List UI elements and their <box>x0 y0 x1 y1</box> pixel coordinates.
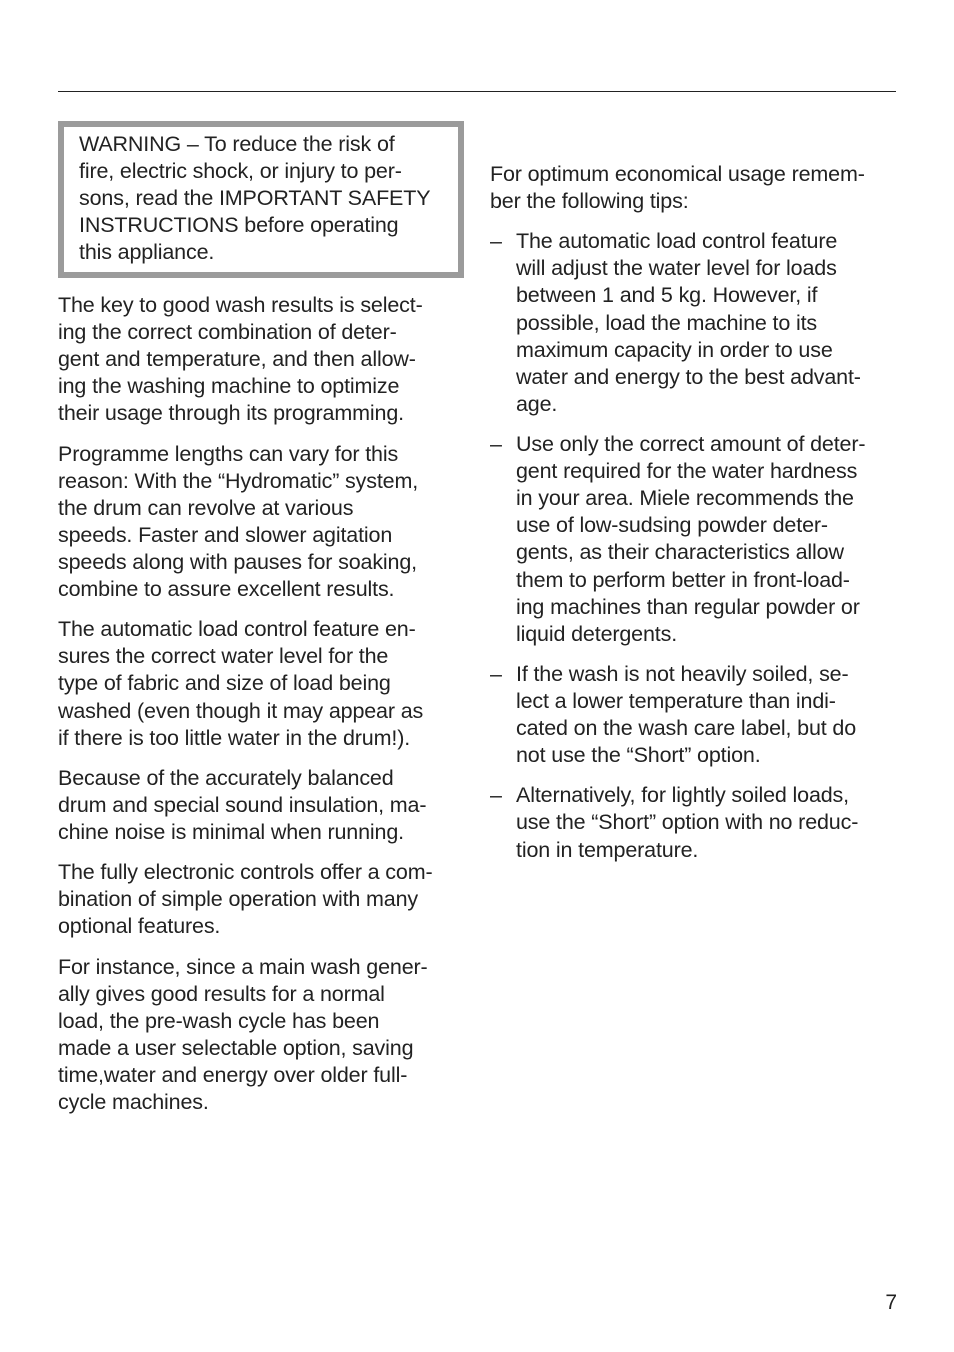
text-line: sures the correct water level for the <box>58 644 389 669</box>
text-line: reason: With the “Hydromatic” system, <box>58 468 419 493</box>
text-line: age. <box>516 391 558 416</box>
text-line: use the “Short” option with no reduc- <box>516 810 859 835</box>
safety-warning-box <box>58 121 464 278</box>
text-line: optional features. <box>58 914 221 939</box>
tips-intro <box>490 161 900 215</box>
text-line: ing the washing machine to optimize <box>58 374 400 399</box>
list-item <box>490 661 900 769</box>
text-line: in your area. Miele recommends the <box>516 486 854 511</box>
text-line: chine noise is minimal when running. <box>58 819 404 844</box>
dash-bullet: – <box>490 229 502 254</box>
list-item <box>490 782 900 863</box>
list-item <box>490 228 900 418</box>
text-line: washed (even though it may appear as <box>58 698 424 723</box>
warning-line: WARNING – To reduce the risk of <box>79 132 395 156</box>
text-line: will adjust the water level for loads <box>516 256 837 281</box>
header-rule <box>58 91 896 92</box>
text-line: maximum capacity in order to use <box>516 337 833 362</box>
text-line: The key to good wash results is select- <box>58 293 423 317</box>
warning-line: this appliance. <box>79 240 215 265</box>
text-line: their usage through its programming. <box>58 401 404 426</box>
dash-bullet: – <box>490 432 502 457</box>
paragraph-noise <box>58 765 468 846</box>
warning-line: INSTRUCTIONS before operating <box>79 213 399 238</box>
page-number: 7 <box>885 1291 897 1314</box>
dash-bullet: – <box>490 783 502 808</box>
text-line: type of fabric and size of load being <box>58 671 391 696</box>
text-line: Programme lengths can vary for this <box>58 441 399 466</box>
text-line: the drum can revolve at various <box>58 495 354 520</box>
text-line: Use only the correct amount of deter- <box>516 432 866 457</box>
text-line: gent required for the water hardness <box>516 459 858 484</box>
text-line: liquid detergents. <box>516 621 678 646</box>
text-line: bination of simple operation with many <box>58 887 418 912</box>
text-line: tion in temperature. <box>516 837 699 862</box>
warning-line: fire, electric shock, or injury to per- <box>79 159 402 184</box>
text-line: them to perform better in front-load- <box>516 567 850 592</box>
text-line: not use the “Short” option. <box>516 743 761 768</box>
text-line: drum and special sound insulation, ma- <box>58 792 427 817</box>
text-line: use of low-sudsing powder deter- <box>516 513 828 538</box>
text-line: The fully electronic controls offer a com- <box>58 860 433 885</box>
text-line: between 1 and 5 kg. However, if <box>516 283 818 308</box>
text-line: cated on the wash care label, but do <box>516 716 857 741</box>
text-line: time,water and energy over older full- <box>58 1062 408 1087</box>
text-line: The automatic load control feature en- <box>58 617 416 642</box>
text-line: load, the pre-wash cycle has been <box>58 1008 380 1033</box>
tips-list <box>490 228 900 863</box>
warning-line: sons, read the IMPORTANT SAFETY <box>79 186 431 211</box>
text-line: ally gives good results for a normal <box>58 981 385 1006</box>
text-line: For optimum economical usage remem- <box>490 162 865 186</box>
text-line: ing the correct combination of deter- <box>58 320 397 345</box>
text-line: made a user selectable option, saving <box>58 1035 414 1060</box>
paragraph-prewash <box>58 954 468 1117</box>
text-line: ber the following tips: <box>490 189 689 214</box>
text-line: combine to assure excellent results. <box>58 577 395 602</box>
text-line: gents, as their characteristics allow <box>516 540 844 565</box>
paragraph-controls <box>58 859 468 940</box>
left-column <box>58 292 468 1129</box>
dash-bullet: – <box>490 661 502 686</box>
text-line: gent and temperature, and then allow- <box>58 347 416 372</box>
text-line: lect a lower temperature than indi- <box>516 688 836 713</box>
paragraph-load-control <box>58 616 468 751</box>
text-line: Alternatively, for lightly soiled loads, <box>516 783 849 808</box>
text-line: The automatic load control feature <box>516 229 838 254</box>
text-line: if there is too little water in the drum!). <box>58 725 411 750</box>
text-line: For instance, since a main wash gener- <box>58 954 428 979</box>
text-line: water and energy to the best advant- <box>516 364 861 389</box>
paragraph-wash-results <box>58 292 468 427</box>
text-line: speeds. Faster and slower agitation <box>58 522 393 547</box>
text-line: If the wash is not heavily soiled, se- <box>516 661 849 686</box>
text-line: possible, load the machine to its <box>516 310 818 335</box>
text-line: ing machines than regular powder or <box>516 594 860 619</box>
list-item <box>490 431 900 648</box>
warning-text <box>79 131 458 266</box>
text-line: speeds along with pauses for soaking, <box>58 549 417 574</box>
text-line: Because of the accurately balanced <box>58 765 394 790</box>
paragraph-programme-lengths <box>58 441 468 604</box>
text-line: cycle machines. <box>58 1090 209 1114</box>
right-column <box>490 161 900 877</box>
